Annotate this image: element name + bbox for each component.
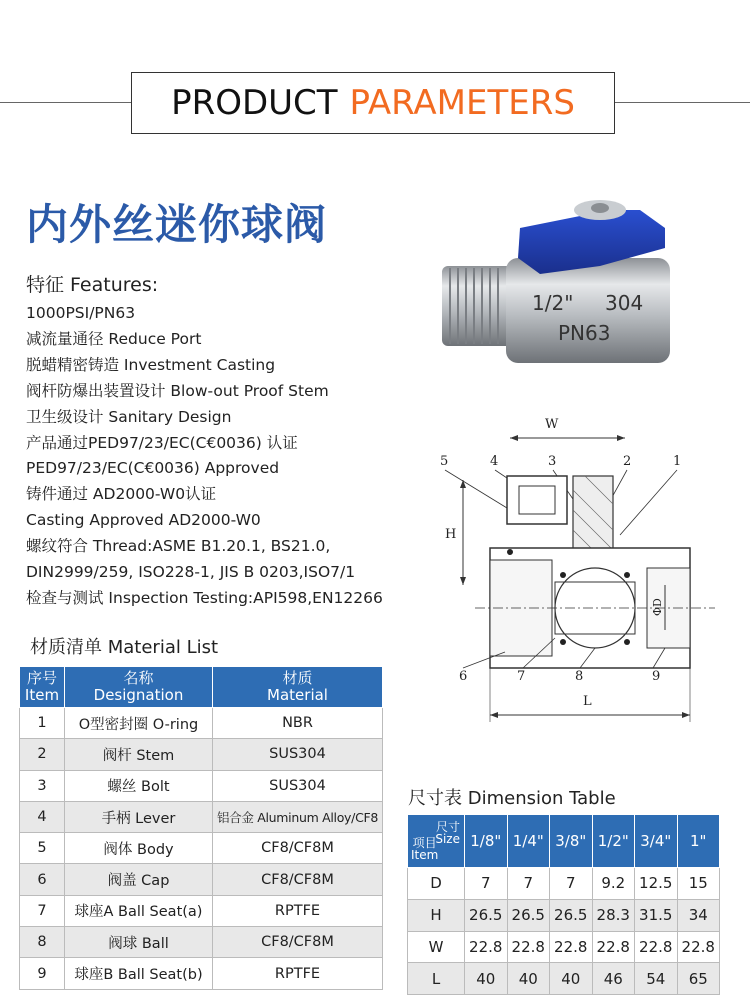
dimension-value: 7 bbox=[465, 868, 508, 900]
material-row bbox=[20, 927, 383, 958]
feature-item: 卫生级设计 Sanitary Design bbox=[26, 407, 232, 426]
dimension-value: 22.8 bbox=[677, 931, 720, 963]
dimension-size-header: 3/8" bbox=[550, 815, 593, 868]
feature-item: PED97/23/EC(C€0036) Approved bbox=[26, 459, 280, 478]
valve-material-mark: 304 bbox=[605, 291, 644, 315]
dimension-value: 15 bbox=[677, 868, 720, 900]
dimension-value: 26.5 bbox=[550, 899, 593, 931]
feature-item: 阀杆防爆出装置设计 Blow-out Proof Stem bbox=[26, 381, 329, 400]
dimension-value: 65 bbox=[677, 963, 720, 995]
dimension-size-header: 1/2" bbox=[592, 815, 635, 868]
material-value: 铝合金 Aluminum Alloy/CF8 bbox=[213, 801, 383, 832]
dim-d-label: ΦD bbox=[651, 598, 664, 616]
callout-1: 1 bbox=[673, 454, 682, 469]
material-designation: 螺丝 Bolt bbox=[65, 770, 213, 801]
dimension-value: 46 bbox=[592, 963, 635, 995]
callout-7: 7 bbox=[517, 669, 526, 684]
dimension-value: 22.8 bbox=[550, 931, 593, 963]
dim-h-label: H bbox=[445, 527, 457, 542]
dimension-header-corner bbox=[408, 815, 465, 868]
dimension-value: 34 bbox=[677, 899, 720, 931]
material-item-no: 6 bbox=[20, 864, 65, 895]
dimension-item-label: H bbox=[408, 899, 465, 931]
callout-6: 6 bbox=[459, 669, 468, 684]
valve-size-mark: 1/2" bbox=[532, 291, 574, 315]
valve-pressure-mark: PN63 bbox=[558, 321, 611, 345]
material-designation: 球座B Ball Seat(b) bbox=[65, 958, 213, 989]
material-item-no: 8 bbox=[20, 927, 65, 958]
dimension-value: 22.8 bbox=[507, 931, 550, 963]
material-item-no: 9 bbox=[20, 958, 65, 989]
material-row bbox=[20, 864, 383, 895]
material-designation: 球座A Ball Seat(a) bbox=[65, 895, 213, 926]
material-row bbox=[20, 833, 383, 864]
cross-section-diagram bbox=[415, 410, 735, 730]
dimension-value: 40 bbox=[507, 963, 550, 995]
dim-w-label: W bbox=[545, 417, 559, 432]
dimension-value: 22.8 bbox=[592, 931, 635, 963]
dimension-size-header: 1/8" bbox=[465, 815, 508, 868]
dimension-table bbox=[407, 814, 720, 995]
material-header-material: 材质 Material bbox=[213, 667, 383, 708]
callout-5: 5 bbox=[440, 454, 449, 469]
callout-2: 2 bbox=[623, 454, 632, 469]
material-designation: 阀杆 Stem bbox=[65, 739, 213, 770]
dimension-value: 26.5 bbox=[507, 899, 550, 931]
callout-8: 8 bbox=[575, 669, 584, 684]
material-value: CF8/CF8M bbox=[213, 864, 383, 895]
header-title-orange: PARAMETERS bbox=[349, 83, 575, 123]
header-line-right bbox=[613, 102, 750, 103]
dimension-size-header: 3/4" bbox=[635, 815, 678, 868]
material-item-no: 5 bbox=[20, 833, 65, 864]
dimension-value: 31.5 bbox=[635, 899, 678, 931]
material-list-title: 材质清单 Material List bbox=[30, 637, 219, 658]
header-line-left bbox=[0, 102, 131, 103]
dimension-row bbox=[408, 963, 720, 995]
material-row bbox=[20, 708, 383, 739]
callout-4: 4 bbox=[490, 454, 499, 469]
material-item-no: 7 bbox=[20, 895, 65, 926]
corner-item-label: 项目 Item bbox=[411, 836, 439, 862]
material-designation: 阀盖 Cap bbox=[65, 864, 213, 895]
dimension-item-label: D bbox=[408, 868, 465, 900]
material-item-no: 4 bbox=[20, 801, 65, 832]
feature-item: 减流量通径 Reduce Port bbox=[26, 329, 202, 348]
material-designation: 阀球 Ball bbox=[65, 927, 213, 958]
dimension-value: 12.5 bbox=[635, 868, 678, 900]
dimension-value: 28.3 bbox=[592, 899, 635, 931]
feature-item: 螺纹符合 Thread:ASME B1.20.1, BS21.0, bbox=[26, 537, 331, 556]
feature-item: Casting Approved AD2000-W0 bbox=[26, 511, 261, 530]
material-table bbox=[19, 666, 383, 990]
dimension-value: 40 bbox=[550, 963, 593, 995]
dimension-value: 7 bbox=[507, 868, 550, 900]
dimension-row bbox=[408, 931, 720, 963]
section-header bbox=[131, 72, 615, 134]
callout-3: 3 bbox=[548, 454, 557, 469]
material-value: SUS304 bbox=[213, 739, 383, 770]
features-title: 特征 Features: bbox=[26, 274, 159, 296]
material-item-no: 1 bbox=[20, 708, 65, 739]
features-block bbox=[26, 270, 406, 612]
material-header-designation: 名称 Designation bbox=[65, 667, 213, 708]
material-designation: 手柄 Lever bbox=[65, 801, 213, 832]
dimension-table-title: 尺寸表 Dimension Table bbox=[408, 788, 616, 809]
material-row bbox=[20, 958, 383, 989]
dimension-item-label: L bbox=[408, 963, 465, 995]
dimension-value: 26.5 bbox=[465, 899, 508, 931]
dimension-value: 22.8 bbox=[465, 931, 508, 963]
dimension-row bbox=[408, 868, 720, 900]
callout-9: 9 bbox=[652, 669, 661, 684]
dim-l-label: L bbox=[583, 694, 592, 709]
feature-item: 检查与测试 Inspection Testing:API598,EN12266 bbox=[26, 588, 383, 607]
material-row bbox=[20, 739, 383, 770]
dimension-value: 9.2 bbox=[592, 868, 635, 900]
material-row bbox=[20, 801, 383, 832]
product-title: 内外丝迷你球阀 bbox=[26, 200, 328, 249]
material-designation: O型密封圈 O-ring bbox=[65, 708, 213, 739]
material-value: CF8/CF8M bbox=[213, 927, 383, 958]
dimension-item-label: W bbox=[408, 931, 465, 963]
material-row bbox=[20, 770, 383, 801]
dimension-value: 22.8 bbox=[635, 931, 678, 963]
material-row bbox=[20, 895, 383, 926]
valve-photo bbox=[440, 188, 680, 378]
feature-item: 脱蜡精密铸造 Investment Casting bbox=[26, 355, 276, 374]
features-list bbox=[26, 301, 406, 612]
material-value: RPTFE bbox=[213, 895, 383, 926]
dimension-value: 54 bbox=[635, 963, 678, 995]
material-value: NBR bbox=[213, 708, 383, 739]
feature-item: DIN2999/259, ISO228-1, JIS B 0203,ISO7/1 bbox=[26, 563, 356, 582]
material-item-no: 2 bbox=[20, 739, 65, 770]
feature-item: 铸件通过 AD2000-W0认证 bbox=[26, 485, 217, 504]
material-value: RPTFE bbox=[213, 958, 383, 989]
material-value: CF8/CF8M bbox=[213, 833, 383, 864]
dimension-size-header: 1/4" bbox=[507, 815, 550, 868]
material-header-item: 序号 Item bbox=[20, 667, 65, 708]
dimension-value: 40 bbox=[465, 963, 508, 995]
dimension-row bbox=[408, 899, 720, 931]
feature-item: 产品通过PED97/23/EC(C€0036) 认证 bbox=[26, 433, 298, 452]
dimension-size-header: 1" bbox=[677, 815, 720, 868]
material-designation: 阀体 Body bbox=[65, 833, 213, 864]
corner-size-label: 尺寸 Size bbox=[435, 820, 460, 846]
header-title-black: PRODUCT bbox=[171, 83, 338, 123]
material-item-no: 3 bbox=[20, 770, 65, 801]
dimension-value: 7 bbox=[550, 868, 593, 900]
material-value: SUS304 bbox=[213, 770, 383, 801]
feature-item: 1000PSI/PN63 bbox=[26, 304, 136, 322]
